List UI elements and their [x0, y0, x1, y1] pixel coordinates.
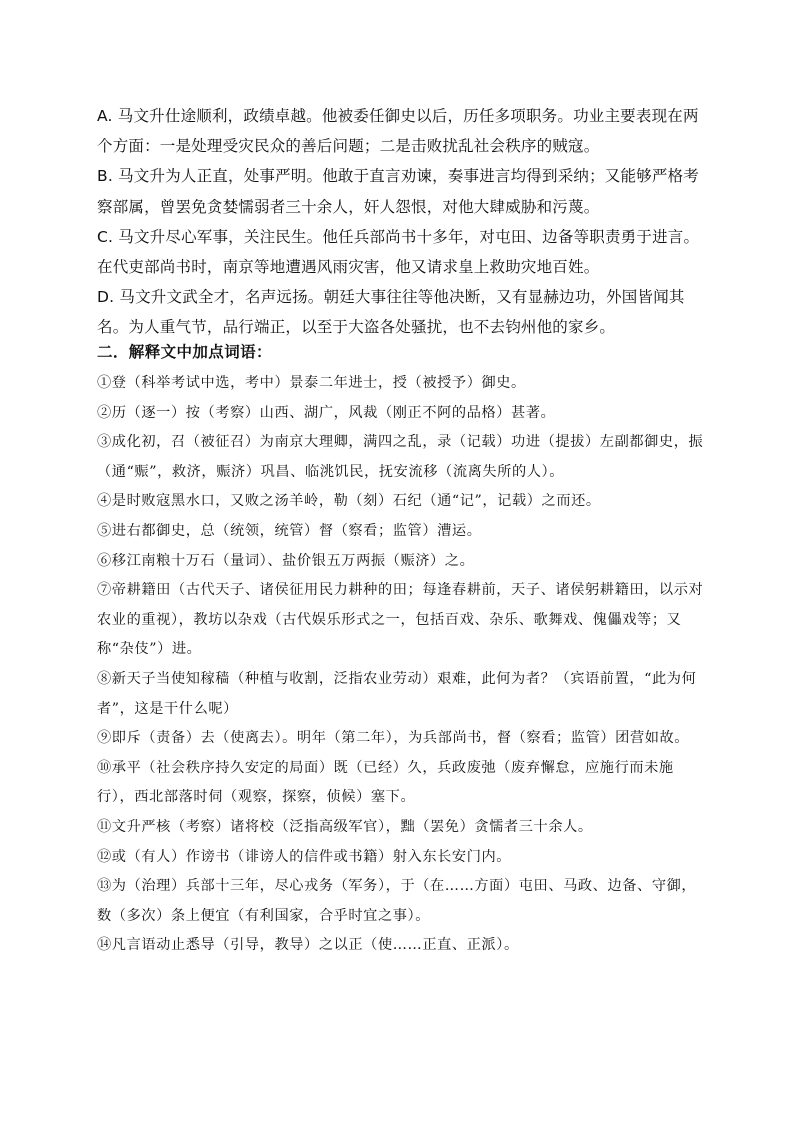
explanation-item: ⑦帝耕籍田（古代天子、诸侯征用民力耕种的田；每逢春耕前，天子、诸侯躬耕籍田，以示对农业的重视），教坊以杂戏（古代娱乐形式之一，包括百戏、杂乐、歌舞戏、傀儡戏等；又称“杂伎”）进。 [97, 582, 704, 658]
explanation-item: ①登（科举考试中选，考中）景泰二年进士，授（被授予）御史。 [97, 375, 526, 391]
option-d: D. 马文升文武全才，名声远扬。朝廷大事往往等他决断，又有显赫边功，外国皆闻其名。为人重气节，品行端正，以至于大盗各处骚扰，也不去钧州他的家乡。 [97, 288, 685, 337]
option-a: A. 马文升仕途顺利，政绩卓越。他被委任御史以后，历任多项职务。功业主要表现在两个方面：一是处理受灾民众的善后问题；二是击败扰乱社会秩序的贼寇。 [97, 107, 699, 156]
section-heading: 二．解释文中加点词语： [97, 343, 272, 361]
option-b: B. 马文升为人正直，处事严明。他敢于直言劝谏，奏事进言均得到采纳；又能够严格考察部属，曾罢免贪婪懦弱者三十余人，奸人怨恨，对他大肆威胁和污蔑。 [97, 167, 699, 216]
explanation-item: ⑤进右都御史，总（统领，统管）督（察看；监管）漕运。 [97, 522, 482, 539]
explanation-item: ⑨即斥（责备）去（使离去）。明年（第二年），为兵部尚书，督（察看；监管）团营如故。 [97, 730, 690, 747]
word-explanations [97, 369, 709, 961]
explanation-item: ⑫或（有人）作谤书（诽谤人的信件或书籍）射入东长安门内。 [97, 848, 512, 865]
option-c: C. 马文升尽心军事，关注民生。他任兵部尚书十多年，对屯田、边备等职责勇于进言。在代吏部尚书时，南京等地遭遇风雨灾害，他又请求皇上救助灾地百姓。 [97, 227, 700, 277]
explanation-item: ⑭凡言语动止悉导（引导，教导）之以正（使……正直、正派）。 [97, 937, 519, 954]
answer-options [97, 101, 709, 343]
explanation-item: ⑪文升严核（考察）诸将校（泛指高级军官），黜（罢免）贪懦者三十余人。 [97, 818, 593, 835]
explanation-item: ⑩承平（社会秩序持久安定的局面）既（已经）久，兵政废弛（废弃懈怠，应施行而未施行），西北部落时伺（观察，探察，侦候）塞下。 [97, 759, 674, 806]
explanation-item: ⑥移江南粮十万石（量词）、盐价银五万两振（赈济）之。 [97, 552, 475, 569]
explanation-item: ⑬为（治理）兵部十三年，尽心戎务（军务），于（在……方面）屯田、马政、边备、守御，数（多次）条上便宜（有利国家，合乎时宜之事）。 [97, 878, 697, 924]
explanation-item: ③成化初，召（被征召）为南京大理卿，满四之乱，录（记载）功进（提拔）左副都御史，振（通“赈”，救济，赈济）巩昌、临洮饥民，抚安流移（流离失所的人）。 [97, 434, 704, 480]
explanation-item: ②历（逐一）按（考察）山西、湖广，风裁（刚正不阿的品格）甚著。 [97, 404, 556, 421]
explanation-item: ⑧新天子当使知稼穑（种植与收割，泛指农业劳动）艰难，此何为者？（宾语前置，“此为何者”，这是干什么呢） [97, 670, 697, 717]
explanation-item: ④是时败寇黑水口，又败之汤羊岭，勒（刻）石纪（通“记”，记载）之而还。 [97, 493, 601, 510]
